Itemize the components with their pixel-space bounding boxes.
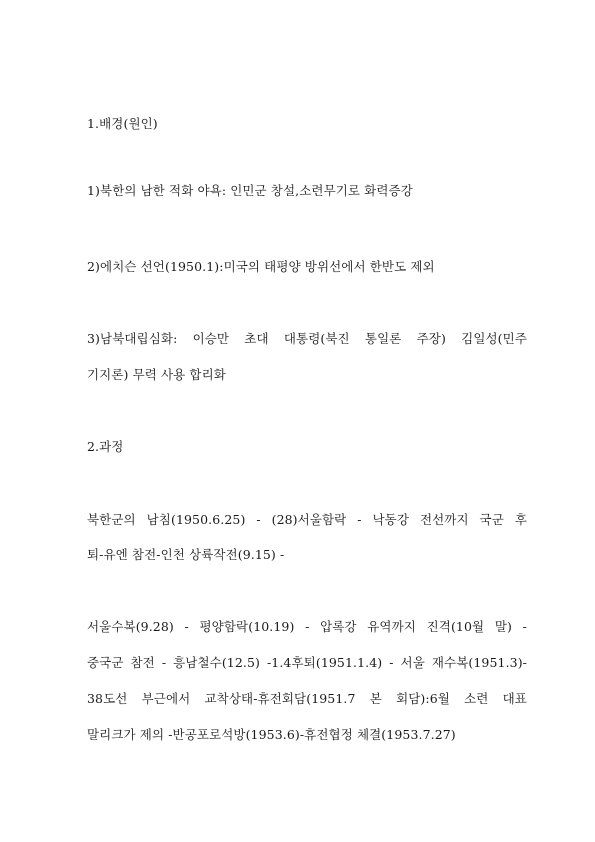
process-paragraph-1-line-2: 퇴-유엔 참전-인천 상륙작전(9.15) - (87, 547, 285, 562)
process-paragraph-1-line-1: 북한군의 남침(1950.6.25) - (28)서울함락 - 낙동강 전선까지 국군 후 (87, 512, 527, 527)
background-item-2: 2)에치슨 선언(1950.1):미국의 태평양 방위선에서 한반도 제외 (87, 259, 435, 274)
process-paragraph-2-line-2: 중국군 참전 - 흥남철수(12.5) -1.4후퇴(1951.1.4) - 서울 재수복(1951.3)- (87, 655, 527, 670)
process-paragraph-2-line-1: 서울수복(9.28) - 평양함락(10.19) - 압록강 유역까지 진격(10월 말) - (87, 619, 527, 634)
process-paragraph-2-line-4: 말리크가 제의 -반공포로석방(1953.6)-휴전협정 체결(1953.7.27) (87, 727, 456, 742)
background-item-1: 1)북한의 남한 적화 야욕: 인민군 창설,소련무기로 화력증강 (87, 183, 413, 198)
process-paragraph-2-line-3: 38도선 부근에서 교착상태-휴전회담(1951.7 본 회담):6월 소련 대표 (87, 691, 527, 706)
background-item-3-line-1: 3)남북대립심화: 이승만 초대 대통령(북진 통일론 주장) 김일성(민주 (87, 331, 527, 346)
section-heading-background: 1.배경(원인) (87, 116, 158, 131)
background-item-3-line-2: 기지론) 무력 사용 합리화 (87, 367, 226, 382)
section-heading-process: 2.과정 (87, 439, 124, 454)
